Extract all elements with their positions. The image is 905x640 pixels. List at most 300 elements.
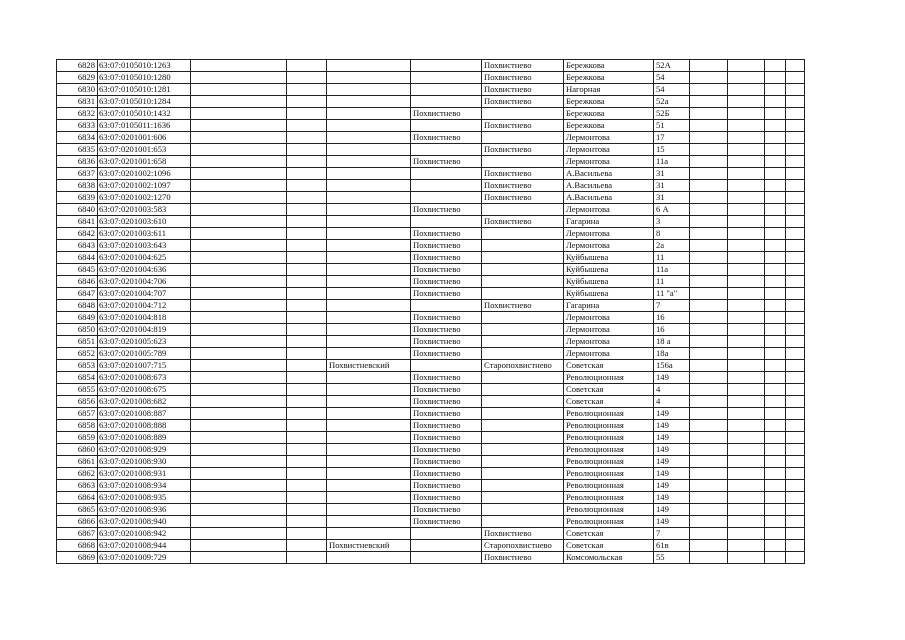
blank-cell-a <box>191 396 287 408</box>
blank-cell-c <box>690 60 728 72</box>
table-row <box>57 180 805 192</box>
house-cell: 2а <box>654 240 690 252</box>
blank-cell-a <box>191 156 287 168</box>
cadastral-number-cell: 63:07:0201007:715 <box>98 360 191 372</box>
city-cell: Похвистнево <box>411 492 482 504</box>
city-cell: Похвистнево <box>411 228 482 240</box>
blank-cell-f <box>786 120 805 132</box>
blank-cell-b <box>287 276 327 288</box>
row-number-cell: 6865 <box>57 504 98 516</box>
blank-cell-c <box>690 516 728 528</box>
blank-cell-e <box>765 72 786 84</box>
blank-cell-b <box>287 456 327 468</box>
district-cell <box>327 480 411 492</box>
district-cell <box>327 252 411 264</box>
district-cell <box>327 444 411 456</box>
district-cell <box>327 372 411 384</box>
blank-cell-e <box>765 324 786 336</box>
blank-cell-b <box>287 168 327 180</box>
blank-cell-b <box>287 516 327 528</box>
cadastral-number-cell: 63:07:0105010:1263 <box>98 60 191 72</box>
table-row <box>57 468 805 480</box>
blank-cell-d <box>728 480 765 492</box>
blank-cell-c <box>690 240 728 252</box>
table-row <box>57 192 805 204</box>
house-cell: 156а <box>654 360 690 372</box>
table-row <box>57 108 805 120</box>
cadastral-number-cell: 63:07:0105010:1432 <box>98 108 191 120</box>
house-cell: 15 <box>654 144 690 156</box>
house-cell: 31 <box>654 168 690 180</box>
row-number-cell: 6846 <box>57 276 98 288</box>
district-cell <box>327 276 411 288</box>
blank-cell-c <box>690 144 728 156</box>
district-cell <box>327 528 411 540</box>
table-row <box>57 360 805 372</box>
cadastral-number-cell: 63:07:0201004:636 <box>98 264 191 276</box>
house-cell: 18 а <box>654 336 690 348</box>
city-cell <box>411 120 482 132</box>
street-cell: Революционная <box>564 408 654 420</box>
blank-cell-c <box>690 420 728 432</box>
table-row <box>57 516 805 528</box>
blank-cell-a <box>191 228 287 240</box>
blank-cell-e <box>765 516 786 528</box>
blank-cell-e <box>765 408 786 420</box>
row-number-cell: 6864 <box>57 492 98 504</box>
city-cell: Похвистнево <box>411 156 482 168</box>
blank-cell-a <box>191 132 287 144</box>
table-row <box>57 240 805 252</box>
blank-cell-d <box>728 408 765 420</box>
cadastral-number-cell: 63:07:0201008:942 <box>98 528 191 540</box>
blank-cell-a <box>191 276 287 288</box>
city-cell: Похвистнево <box>411 408 482 420</box>
blank-cell-b <box>287 180 327 192</box>
house-cell: 11а <box>654 156 690 168</box>
city-cell: Похвистнево <box>411 396 482 408</box>
row-number-cell: 6843 <box>57 240 98 252</box>
blank-cell-c <box>690 456 728 468</box>
house-cell: 54 <box>654 72 690 84</box>
blank-cell-f <box>786 324 805 336</box>
blank-cell-f <box>786 300 805 312</box>
blank-cell-c <box>690 84 728 96</box>
district-cell <box>327 408 411 420</box>
blank-cell-e <box>765 300 786 312</box>
blank-cell-d <box>728 216 765 228</box>
street-cell: Революционная <box>564 480 654 492</box>
house-cell: 31 <box>654 180 690 192</box>
row-number-cell: 6834 <box>57 132 98 144</box>
blank-cell-a <box>191 288 287 300</box>
settlement-cell: Похвистнево <box>482 120 564 132</box>
blank-cell-c <box>690 168 728 180</box>
city-cell: Похвистнево <box>411 204 482 216</box>
blank-cell-e <box>765 180 786 192</box>
blank-cell-f <box>786 192 805 204</box>
city-cell <box>411 540 482 552</box>
blank-cell-f <box>786 312 805 324</box>
blank-cell-a <box>191 552 287 564</box>
blank-cell-b <box>287 72 327 84</box>
blank-cell-b <box>287 492 327 504</box>
table-body <box>57 60 805 564</box>
blank-cell-a <box>191 204 287 216</box>
blank-cell-e <box>765 288 786 300</box>
blank-cell-f <box>786 180 805 192</box>
city-cell: Похвистнево <box>411 480 482 492</box>
blank-cell-f <box>786 540 805 552</box>
blank-cell-e <box>765 432 786 444</box>
house-cell: 4 <box>654 396 690 408</box>
blank-cell-d <box>728 396 765 408</box>
row-number-cell: 6842 <box>57 228 98 240</box>
cadastral-number-cell: 63:07:0201004:706 <box>98 276 191 288</box>
settlement-cell <box>482 456 564 468</box>
street-cell: Лермонтова <box>564 144 654 156</box>
district-cell <box>327 288 411 300</box>
settlement-cell <box>482 252 564 264</box>
settlement-cell: Похвистнево <box>482 144 564 156</box>
blank-cell-b <box>287 444 327 456</box>
city-cell <box>411 192 482 204</box>
city-cell: Похвистнево <box>411 276 482 288</box>
district-cell: Похвистневский <box>327 540 411 552</box>
district-cell <box>327 300 411 312</box>
city-cell: Похвистнево <box>411 456 482 468</box>
row-number-cell: 6845 <box>57 264 98 276</box>
house-cell: 55 <box>654 552 690 564</box>
table-row <box>57 456 805 468</box>
city-cell: Похвистнево <box>411 432 482 444</box>
blank-cell-f <box>786 276 805 288</box>
blank-cell-e <box>765 480 786 492</box>
house-cell: 149 <box>654 432 690 444</box>
city-cell <box>411 96 482 108</box>
blank-cell-a <box>191 180 287 192</box>
street-cell: Революционная <box>564 444 654 456</box>
row-number-cell: 6849 <box>57 312 98 324</box>
district-cell <box>327 156 411 168</box>
blank-cell-f <box>786 552 805 564</box>
settlement-cell <box>482 480 564 492</box>
blank-cell-f <box>786 420 805 432</box>
cadastral-number-cell: 63:07:0201004:707 <box>98 288 191 300</box>
row-number-cell: 6868 <box>57 540 98 552</box>
street-cell: Лермонтова <box>564 228 654 240</box>
blank-cell-a <box>191 168 287 180</box>
house-cell: 149 <box>654 408 690 420</box>
blank-cell-b <box>287 372 327 384</box>
blank-cell-a <box>191 324 287 336</box>
row-number-cell: 6859 <box>57 432 98 444</box>
settlement-cell: Старопохвистнево <box>482 540 564 552</box>
blank-cell-e <box>765 396 786 408</box>
blank-cell-f <box>786 228 805 240</box>
blank-cell-d <box>728 96 765 108</box>
blank-cell-a <box>191 300 287 312</box>
settlement-cell <box>482 324 564 336</box>
district-cell <box>327 420 411 432</box>
blank-cell-a <box>191 540 287 552</box>
blank-cell-e <box>765 552 786 564</box>
blank-cell-e <box>765 312 786 324</box>
settlement-cell: Похвистнево <box>482 168 564 180</box>
street-cell: Бережкова <box>564 120 654 132</box>
settlement-cell <box>482 312 564 324</box>
table-row <box>57 396 805 408</box>
blank-cell-b <box>287 432 327 444</box>
row-number-cell: 6862 <box>57 468 98 480</box>
settlement-cell <box>482 444 564 456</box>
blank-cell-d <box>728 252 765 264</box>
blank-cell-a <box>191 372 287 384</box>
blank-cell-c <box>690 156 728 168</box>
settlement-cell <box>482 228 564 240</box>
blank-cell-c <box>690 312 728 324</box>
table-row <box>57 276 805 288</box>
city-cell: Похвистнево <box>411 348 482 360</box>
table-row <box>57 348 805 360</box>
blank-cell-b <box>287 240 327 252</box>
blank-cell-e <box>765 336 786 348</box>
house-cell: 149 <box>654 480 690 492</box>
blank-cell-b <box>287 396 327 408</box>
row-number-cell: 6847 <box>57 288 98 300</box>
row-number-cell: 6837 <box>57 168 98 180</box>
blank-cell-d <box>728 516 765 528</box>
blank-cell-d <box>728 420 765 432</box>
district-cell <box>327 216 411 228</box>
blank-cell-a <box>191 84 287 96</box>
blank-cell-e <box>765 420 786 432</box>
blank-cell-e <box>765 384 786 396</box>
cadastral-number-cell: 63:07:0201001:653 <box>98 144 191 156</box>
row-number-cell: 6858 <box>57 420 98 432</box>
blank-cell-e <box>765 120 786 132</box>
blank-cell-c <box>690 372 728 384</box>
street-cell: Революционная <box>564 504 654 516</box>
blank-cell-c <box>690 216 728 228</box>
blank-cell-f <box>786 204 805 216</box>
blank-cell-d <box>728 108 765 120</box>
district-cell <box>327 312 411 324</box>
settlement-cell <box>482 372 564 384</box>
blank-cell-f <box>786 492 805 504</box>
row-number-cell: 6857 <box>57 408 98 420</box>
blank-cell-e <box>765 540 786 552</box>
cadastral-number-cell: 63:07:0201008:889 <box>98 432 191 444</box>
blank-cell-d <box>728 156 765 168</box>
blank-cell-f <box>786 336 805 348</box>
blank-cell-b <box>287 480 327 492</box>
district-cell <box>327 516 411 528</box>
blank-cell-a <box>191 468 287 480</box>
settlement-cell <box>482 504 564 516</box>
blank-cell-f <box>786 480 805 492</box>
district-cell <box>327 120 411 132</box>
cadastral-number-cell: 63:07:0201004:712 <box>98 300 191 312</box>
blank-cell-a <box>191 264 287 276</box>
table-row <box>57 384 805 396</box>
cadastral-number-cell: 63:07:0105010:1281 <box>98 84 191 96</box>
blank-cell-e <box>765 264 786 276</box>
settlement-cell <box>482 468 564 480</box>
row-number-cell: 6848 <box>57 300 98 312</box>
cadastral-number-cell: 63:07:0201008:888 <box>98 420 191 432</box>
cadastral-number-cell: 63:07:0201005:623 <box>98 336 191 348</box>
street-cell: А.Васильева <box>564 192 654 204</box>
street-cell: Советская <box>564 528 654 540</box>
blank-cell-a <box>191 216 287 228</box>
blank-cell-e <box>765 276 786 288</box>
cadastral-number-cell: 63:07:0201008:887 <box>98 408 191 420</box>
blank-cell-b <box>287 60 327 72</box>
row-number-cell: 6869 <box>57 552 98 564</box>
blank-cell-d <box>728 84 765 96</box>
street-cell: Революционная <box>564 432 654 444</box>
blank-cell-c <box>690 300 728 312</box>
blank-cell-d <box>728 456 765 468</box>
table-row <box>57 540 805 552</box>
row-number-cell: 6853 <box>57 360 98 372</box>
district-cell <box>327 192 411 204</box>
row-number-cell: 6833 <box>57 120 98 132</box>
cadastral-number-cell: 63:07:0201008:931 <box>98 468 191 480</box>
city-cell: Похвистнево <box>411 288 482 300</box>
blank-cell-d <box>728 180 765 192</box>
city-cell <box>411 300 482 312</box>
blank-cell-d <box>728 360 765 372</box>
row-number-cell: 6841 <box>57 216 98 228</box>
street-cell: Революционная <box>564 420 654 432</box>
blank-cell-f <box>786 240 805 252</box>
row-number-cell: 6829 <box>57 72 98 84</box>
table-row <box>57 204 805 216</box>
blank-cell-b <box>287 204 327 216</box>
cadastral-number-cell: 63:07:0201008:675 <box>98 384 191 396</box>
district-cell <box>327 240 411 252</box>
city-cell <box>411 180 482 192</box>
blank-cell-e <box>765 192 786 204</box>
blank-cell-a <box>191 384 287 396</box>
settlement-cell: Похвистнево <box>482 96 564 108</box>
blank-cell-f <box>786 168 805 180</box>
city-cell: Похвистнево <box>411 516 482 528</box>
house-cell: 149 <box>654 456 690 468</box>
row-number-cell: 6855 <box>57 384 98 396</box>
blank-cell-d <box>728 240 765 252</box>
blank-cell-a <box>191 516 287 528</box>
blank-cell-a <box>191 252 287 264</box>
blank-cell-f <box>786 216 805 228</box>
blank-cell-b <box>287 192 327 204</box>
blank-cell-b <box>287 84 327 96</box>
city-cell: Похвистнево <box>411 108 482 120</box>
district-cell <box>327 336 411 348</box>
row-number-cell: 6830 <box>57 84 98 96</box>
house-cell: 17 <box>654 132 690 144</box>
table-row <box>57 324 805 336</box>
row-number-cell: 6844 <box>57 252 98 264</box>
cadastral-number-cell: 63:07:0201005:789 <box>98 348 191 360</box>
city-cell: Похвистнево <box>411 240 482 252</box>
row-number-cell: 6835 <box>57 144 98 156</box>
blank-cell-c <box>690 492 728 504</box>
blank-cell-c <box>690 408 728 420</box>
district-cell <box>327 60 411 72</box>
blank-cell-f <box>786 528 805 540</box>
blank-cell-c <box>690 96 728 108</box>
settlement-cell <box>482 264 564 276</box>
registry-table <box>56 59 805 564</box>
blank-cell-f <box>786 372 805 384</box>
table-row <box>57 144 805 156</box>
blank-cell-d <box>728 324 765 336</box>
blank-cell-a <box>191 360 287 372</box>
street-cell: Куйбышева <box>564 264 654 276</box>
blank-cell-c <box>690 384 728 396</box>
city-cell: Похвистнево <box>411 264 482 276</box>
blank-cell-b <box>287 216 327 228</box>
district-cell <box>327 84 411 96</box>
table-row <box>57 420 805 432</box>
blank-cell-d <box>728 288 765 300</box>
settlement-cell <box>482 132 564 144</box>
blank-cell-f <box>786 444 805 456</box>
table-row <box>57 492 805 504</box>
blank-cell-a <box>191 108 287 120</box>
street-cell: Куйбышева <box>564 276 654 288</box>
street-cell: Бережкова <box>564 96 654 108</box>
table-row <box>57 228 805 240</box>
blank-cell-b <box>287 348 327 360</box>
blank-cell-d <box>728 264 765 276</box>
blank-cell-d <box>728 72 765 84</box>
blank-cell-b <box>287 528 327 540</box>
table-row <box>57 216 805 228</box>
blank-cell-d <box>728 372 765 384</box>
street-cell: Революционная <box>564 516 654 528</box>
blank-cell-e <box>765 444 786 456</box>
district-cell <box>327 264 411 276</box>
blank-cell-c <box>690 264 728 276</box>
street-cell: Лермонтова <box>564 132 654 144</box>
city-cell <box>411 60 482 72</box>
blank-cell-d <box>728 348 765 360</box>
district-cell <box>327 504 411 516</box>
cadastral-number-cell: 63:07:0201004:819 <box>98 324 191 336</box>
blank-cell-d <box>728 276 765 288</box>
blank-cell-a <box>191 312 287 324</box>
house-cell: 3 <box>654 216 690 228</box>
street-cell: Лермонтова <box>564 156 654 168</box>
cadastral-number-cell: 63:07:0201003:643 <box>98 240 191 252</box>
settlement-cell: Похвистнево <box>482 72 564 84</box>
blank-cell-a <box>191 72 287 84</box>
blank-cell-c <box>690 180 728 192</box>
cadastral-number-cell: 63:07:0105010:1284 <box>98 96 191 108</box>
settlement-cell: Похвистнево <box>482 216 564 228</box>
blank-cell-c <box>690 108 728 120</box>
settlement-cell <box>482 276 564 288</box>
cadastral-number-cell: 63:07:0201001:658 <box>98 156 191 168</box>
cadastral-number-cell: 63:07:0201009:729 <box>98 552 191 564</box>
settlement-cell <box>482 204 564 216</box>
table-row <box>57 432 805 444</box>
blank-cell-b <box>287 504 327 516</box>
